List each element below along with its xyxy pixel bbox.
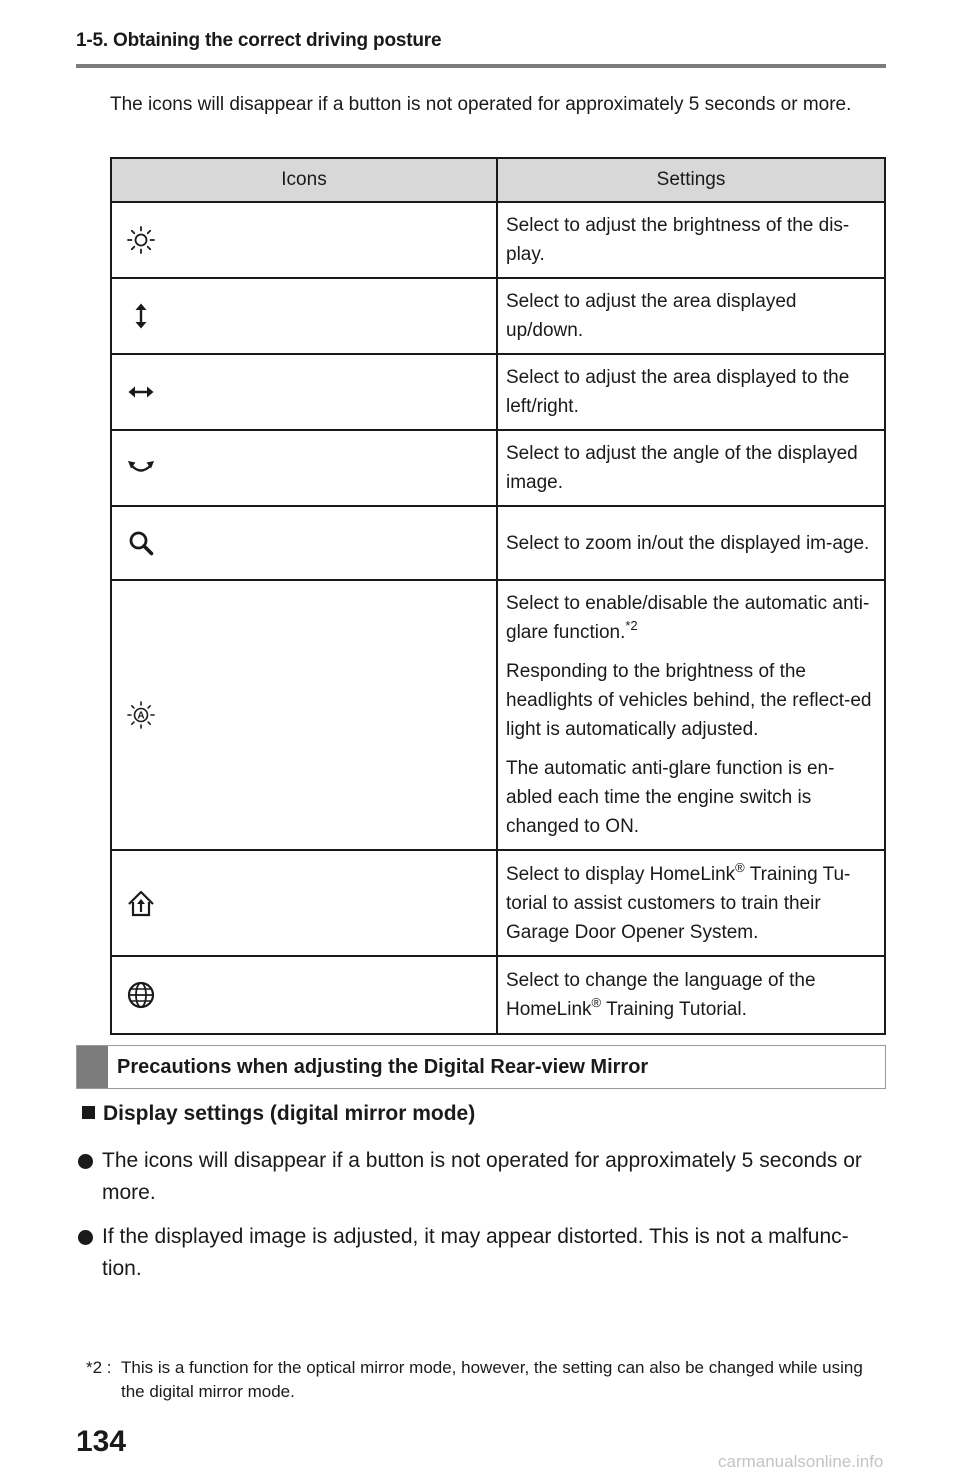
zoom-icon [126, 528, 156, 558]
bullet-dot-icon [78, 1230, 93, 1245]
anti-glare-main-text: Select to enable/disable the automatic anti-glare function. [506, 593, 870, 643]
table-row [111, 202, 885, 278]
watermark: carmanualsonline.info [718, 1452, 884, 1471]
anti-glare-detail-1: Responding to the brightness of the headlights of vehicles behind, the reflect-ed light is automatically adjusted. [506, 661, 872, 740]
auto-anti-glare-icon [126, 700, 156, 730]
page-number: 134 [76, 1425, 127, 1458]
anti-glare-detail-2: The automatic anti-glare function is en-abled each time the engine switch is changed to ON. [506, 758, 835, 837]
table-header-row [111, 158, 885, 202]
table-row [111, 850, 885, 956]
square-bullet-icon [82, 1106, 95, 1119]
footnote-text: This is a function for the optical mirror mode, however, the setting can also be changed while using the digital mirror mode. [121, 1358, 863, 1401]
subheading-text: Display settings (digital mirror mode) [103, 1102, 476, 1125]
footnote [86, 1356, 886, 1404]
angle-icon [126, 453, 156, 483]
list-item: If the displayed image is adjusted, it may appear distorted. This is not a malfunc-tion. [78, 1221, 878, 1285]
language-globe-icon [126, 980, 156, 1010]
icons-column-header: Icons [111, 158, 497, 202]
row-description: Select to adjust the area displayed to the left/right. [497, 354, 885, 430]
section-title: Precautions when adjusting the Digital Rear-view Mirror [117, 1056, 649, 1078]
list-item: The icons will disappear if a button is not operated for approximately 5 seconds or more. [78, 1145, 878, 1209]
table-row [111, 580, 885, 850]
bullet-dot-icon [78, 1154, 93, 1169]
table-row [111, 430, 885, 506]
table-row [111, 506, 885, 580]
intro-text: The icons will disappear if a button is not operated for approximately 5 seconds or more. [110, 94, 852, 115]
homelink-icon [126, 888, 156, 918]
row-description: Select to change the language of the HomeLink® Training Tutorial. [497, 956, 885, 1034]
section-heading-bar [76, 1045, 886, 1089]
header-divider [76, 64, 886, 68]
row-description [497, 580, 885, 850]
table-row [111, 956, 885, 1034]
left-right-arrow-icon [126, 377, 156, 407]
row-description: Select to adjust the brightness of the dis-play. [497, 202, 885, 278]
svg-text:A: A [137, 710, 145, 722]
brightness-icon [126, 225, 156, 255]
row-description: Select to adjust the area displayed up/down. [497, 278, 885, 354]
settings-column-header: Settings [497, 158, 885, 202]
row-description: Select to zoom in/out the displayed im-age. [497, 506, 885, 580]
row-description: Select to display HomeLink® Training Tu-torial to assist customers to train their Garage Door Opener System. [497, 850, 885, 956]
icons-settings-table [110, 157, 886, 1035]
footnote-mark: *2 : [86, 1358, 112, 1377]
table-row [111, 278, 885, 354]
footnote-ref: *2 [625, 618, 638, 633]
section-marker [77, 1046, 108, 1088]
section-header: 1-5. Obtaining the correct driving posture [76, 30, 442, 51]
up-down-arrow-icon [126, 301, 156, 331]
table-row [111, 354, 885, 430]
row-description: Select to adjust the angle of the displayed image. [497, 430, 885, 506]
subheading [82, 1102, 475, 1126]
